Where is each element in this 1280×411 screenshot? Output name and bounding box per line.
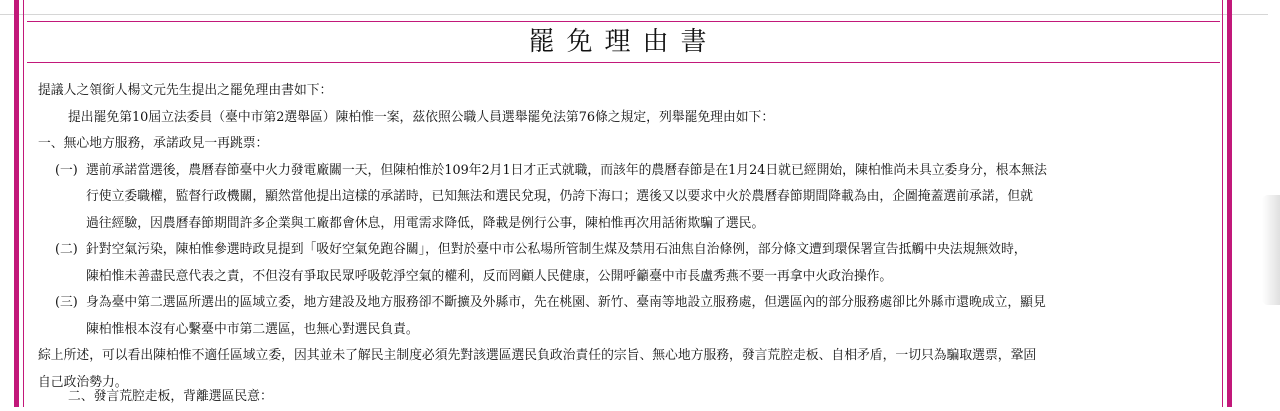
item-number: (一) xyxy=(55,162,78,178)
section-heading: 一、無心地方服務，承諾政見一再跳票： xyxy=(38,136,269,151)
item-number: (二) xyxy=(55,242,78,257)
intro-line: 提議人之領銜人楊文元先生提出之罷免理由書如下： xyxy=(38,83,333,98)
top-divider xyxy=(0,14,1268,15)
conclusion-line: 自己政治勢力。 xyxy=(38,374,128,390)
item-text-line: 針對空氣污染，陳柏惟參選時政見提到「吸好空氣免跑谷關」，但對於臺中市公私場所管制生煤及禁用石油焦自治條例，部分條文遭到環保署宣告抵觸中央法規無效時， xyxy=(86,242,1027,257)
frame-border-right-inner xyxy=(1222,0,1223,407)
item-text-line: 行使立委職權，監督行政機關，顯然當他提出這樣的承諾時，已知無法和選民兌現，仍誇下海口；選後又以要求中火於農曆春節期間降載為由，企圖掩蓋選前承諾，但就 xyxy=(86,189,1033,204)
frame-border-left-inner xyxy=(23,0,24,407)
cutoff-next-section xyxy=(38,389,338,408)
document-body xyxy=(38,78,1218,396)
list-item xyxy=(38,290,1218,343)
item-number: (三) xyxy=(55,295,78,310)
statement-line: 提出罷免第10屆立法委員（臺中市第2選舉區）陳柏惟一案，茲依照公職人員選舉罷免法第76條之規定，列舉罷免理由如下： xyxy=(68,109,775,125)
frame-border-right xyxy=(1227,0,1232,407)
scroll-edge-shadow xyxy=(1262,195,1280,305)
list-item xyxy=(38,158,1218,238)
list-item xyxy=(38,237,1218,290)
frame-border-left xyxy=(14,0,19,407)
item-text-line: 陳柏惟未善盡民意代表之責，不但沒有爭取民眾呼吸乾淨空氣的權利，反而罔顧人民健康，公開呼籲臺中市長盧秀燕不要一再拿中火政治操作。 xyxy=(86,268,893,284)
conclusion-line: 綜上所述，可以看出陳柏惟不適任區域立委，因其並未了解民主制度必須先對該選區選民負政治責任的宗旨、無心地方服務，發言荒腔走板、自相矛盾，一切只為騙取選票，鞏固 xyxy=(38,348,1037,363)
item-text-line: 過往經驗，因農曆春節期間許多企業與工廠都會休息，用電需求降低，降載是例行公事，陳柏惟再次用話術欺騙了選民。 xyxy=(86,215,765,231)
item-text-line: 陳柏惟根本沒有心繫臺中市第二選區，也無心對選民負責。 xyxy=(86,321,419,337)
item-text-line: 選前承諾當選後，農曆春節臺中火力發電廠關一天，但陳柏惟於109年2月1日才正式就職，而該年的農曆春節是在1月24日就已經開始，陳柏惟尚未具立委身分，根本無法 xyxy=(86,162,1047,178)
item-text-line: 身為臺中第二選區所選出的區域立委，地方建設及地方服務卻不斷擴及外縣市，先在桃園、新竹、臺南等地設立服務處，但選區內的部分服務處卻比外縣市還晚成立，顯見 xyxy=(86,295,1046,310)
document-title: 罷免理由書 xyxy=(528,27,719,57)
cutoff-text: 二、發言荒腔走板，背離選區民意： xyxy=(68,389,273,404)
